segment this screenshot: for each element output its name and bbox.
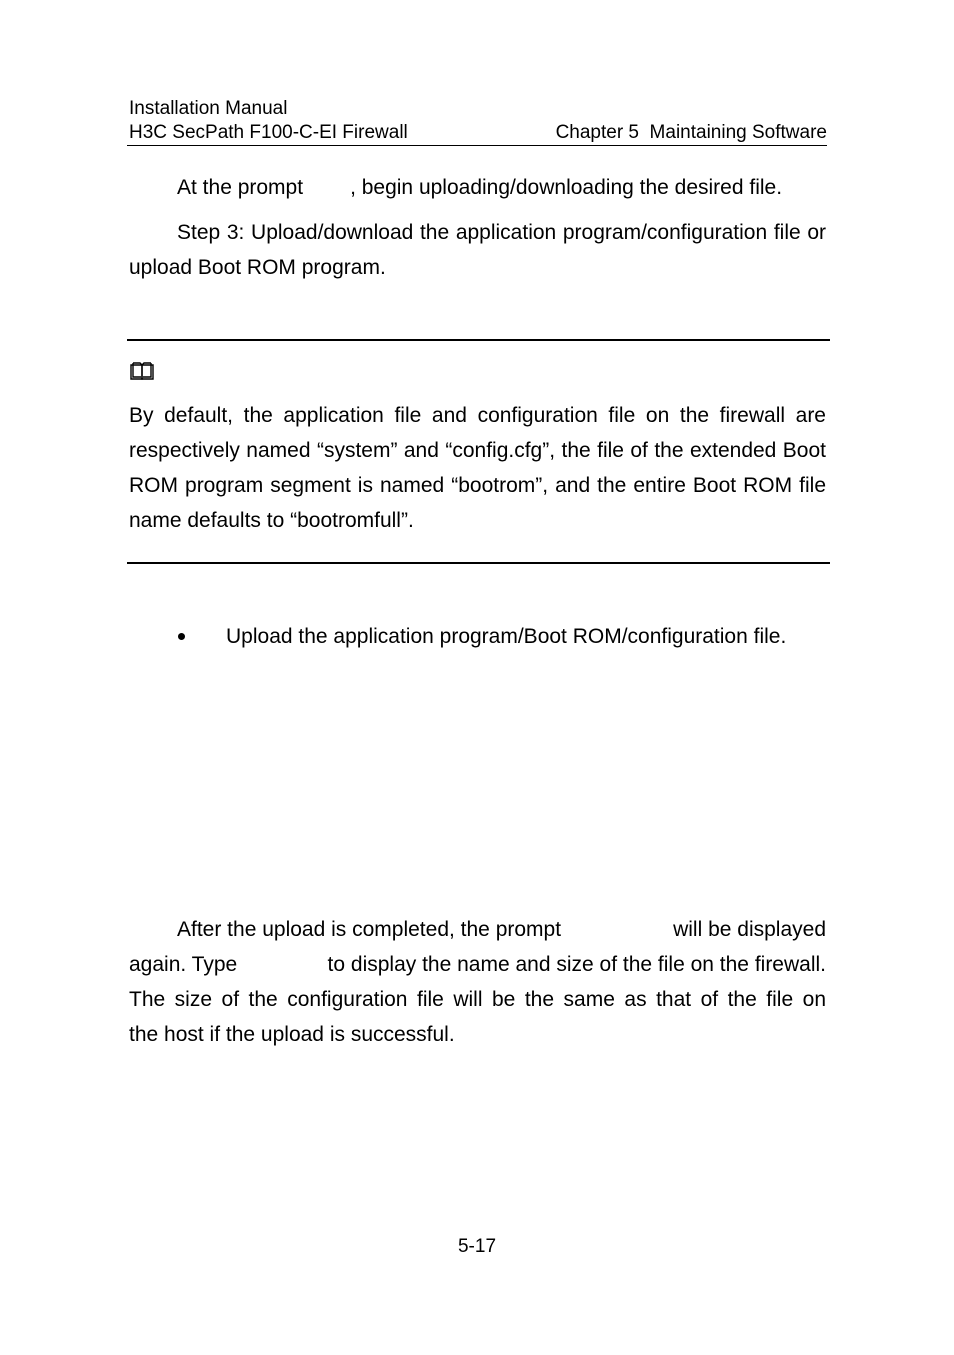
p3-line-2: [129, 947, 826, 982]
bullet-item: Upload the application program/Boot ROM/configuration file.: [226, 625, 787, 648]
note-text: By default, the application file and configuration file on the firewall are respectively named “system” and “config.cfg”, the file of the extended Boot ROM program segment is named “bootrom”, and the entire Boot ROM file name defaults to “bootromfull”.: [129, 404, 826, 532]
prompt-paragraph: [177, 170, 837, 205]
book-icon: [129, 361, 157, 383]
note-bottom-rule: [127, 562, 830, 564]
header-rule: [127, 145, 827, 146]
p3-line-1-end: will be displayed: [673, 918, 826, 941]
p3-line-3: The size of the configuration file will be the same as that of the file on: [129, 988, 826, 1011]
p3-line-2-end: to display the name and size of the file on the firewall.: [327, 953, 826, 976]
manual-title: Installation Manual: [129, 98, 288, 119]
p3-line-4: the host if the upload is successful.: [129, 1023, 455, 1046]
step-3-paragraph: Step 3: Upload/download the application program/configuration file or upload Boot ROM program.: [129, 221, 826, 279]
upload-complete-paragraph: [129, 912, 826, 1052]
note-top-rule: [127, 339, 830, 341]
page-number: 5-17: [457, 1236, 497, 1257]
bullet-marker: [178, 633, 185, 640]
product-name: H3C SecPath F100-C-EI Firewall: [129, 122, 408, 143]
chapter-title: Chapter 5 Maintaining Software: [555, 122, 827, 143]
p3-line-1-start: After the upload is completed, the prompt: [177, 918, 562, 941]
prompt-text-before: At the prompt: [177, 176, 304, 199]
p3-line-1: [129, 912, 826, 947]
p3-line-2-start: again. Type: [129, 953, 238, 976]
prompt-text-after: , begin uploading/downloading the desired file.: [350, 176, 783, 199]
